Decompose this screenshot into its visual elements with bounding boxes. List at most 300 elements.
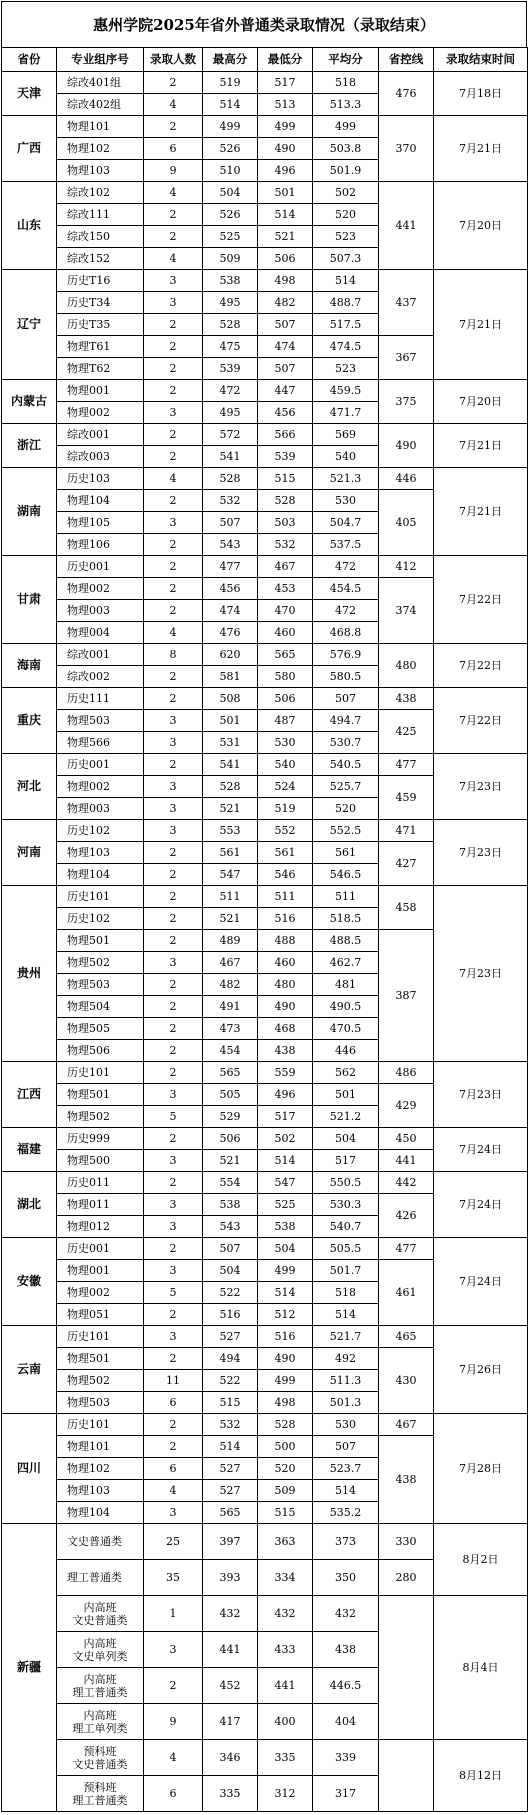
group-cell: 综改401组: [57, 72, 144, 94]
end-date-cell: 7月24日: [434, 1172, 528, 1238]
group-cell: 物理502: [57, 1370, 144, 1392]
count-cell: 1: [144, 1596, 203, 1632]
control-line-cell: 438: [379, 1436, 434, 1524]
province-cell: 天津: [2, 72, 57, 116]
end-date-cell: 7月18日: [434, 72, 528, 116]
count-cell: 3: [144, 798, 203, 820]
control-line-cell: [379, 1740, 434, 1812]
control-line-cell: 437: [379, 270, 434, 336]
count-cell: 2: [144, 930, 203, 952]
count-cell: 3: [144, 710, 203, 732]
min-score-cell: 504: [258, 1238, 313, 1260]
min-score-cell: 488: [258, 930, 313, 952]
end-date-cell: 7月22日: [434, 688, 528, 754]
province-cell: 贵州: [2, 886, 57, 1062]
end-date-cell: 8月4日: [434, 1596, 528, 1740]
min-score-cell: 506: [258, 248, 313, 270]
table-row: [2, 644, 528, 666]
min-score-cell: 513: [258, 94, 313, 116]
group-cell: 物理500: [57, 1150, 144, 1172]
min-score-cell: 432: [258, 1596, 313, 1632]
group-cell: 历史101: [57, 1414, 144, 1436]
count-cell: 4: [144, 94, 203, 116]
avg-score-cell: 501.9: [313, 160, 379, 182]
max-score-cell: 528: [203, 314, 258, 336]
avg-score-cell: 518: [313, 1282, 379, 1304]
max-score-cell: 516: [203, 1304, 258, 1326]
avg-score-cell: 561: [313, 842, 379, 864]
table-row: [2, 1062, 528, 1084]
min-score-cell: 546: [258, 864, 313, 886]
control-line-cell: 465: [379, 1326, 434, 1348]
avg-score-cell: 468.8: [313, 622, 379, 644]
min-score-cell: 561: [258, 842, 313, 864]
end-date-cell: 7月24日: [434, 1238, 528, 1326]
group-cell: 历史111: [57, 688, 144, 710]
min-score-cell: 453: [258, 578, 313, 600]
avg-score-cell: 580.5: [313, 666, 379, 688]
max-score-cell: 510: [203, 160, 258, 182]
control-line-cell: 461: [379, 1260, 434, 1326]
report-title: 惠州学院2025年省外普通类录取情况（录取结束）: [1, 1, 527, 47]
group-cell: 物理001: [57, 1260, 144, 1282]
count-cell: 5: [144, 1282, 203, 1304]
table-row: [2, 1326, 528, 1348]
count-cell: 2: [144, 666, 203, 688]
group-cell: 物理011: [57, 1194, 144, 1216]
min-score-cell: 515: [258, 468, 313, 490]
max-score-cell: 499: [203, 116, 258, 138]
min-score-cell: 467: [258, 556, 313, 578]
count-cell: 3: [144, 270, 203, 292]
min-score-cell: 519: [258, 798, 313, 820]
avg-score-cell: 530: [313, 1414, 379, 1436]
end-date-cell: 7月22日: [434, 556, 528, 644]
header-avg: 平均分: [313, 48, 379, 72]
max-score-cell: 474: [203, 600, 258, 622]
province-cell: 福建: [2, 1128, 57, 1172]
count-cell: 3: [144, 1084, 203, 1106]
avg-score-cell: 502: [313, 182, 379, 204]
end-date-cell: 7月20日: [434, 182, 528, 270]
avg-score-cell: 520: [313, 204, 379, 226]
count-cell: 2: [144, 424, 203, 446]
control-line-cell: 412: [379, 556, 434, 578]
avg-score-cell: 537.5: [313, 534, 379, 556]
min-score-cell: 460: [258, 622, 313, 644]
control-line-cell: 375: [379, 380, 434, 424]
avg-score-cell: 504.7: [313, 512, 379, 534]
avg-score-cell: 470.5: [313, 1018, 379, 1040]
control-line-cell: 459: [379, 776, 434, 820]
avg-score-cell: 511.3: [313, 1370, 379, 1392]
max-score-cell: 565: [203, 1502, 258, 1524]
max-score-cell: 432: [203, 1596, 258, 1632]
avg-score-cell: 523: [313, 358, 379, 380]
province-cell: 山东: [2, 182, 57, 270]
max-score-cell: 441: [203, 1632, 258, 1668]
count-cell: 35: [144, 1560, 203, 1596]
table-row: [2, 468, 528, 490]
max-score-cell: 501: [203, 710, 258, 732]
group-cell: 历史101: [57, 1062, 144, 1084]
group-cell: 综改402组: [57, 94, 144, 116]
control-line-cell: 441: [379, 182, 434, 270]
avg-score-cell: 530.3: [313, 1194, 379, 1216]
min-score-cell: 539: [258, 446, 313, 468]
control-line-cell: 450: [379, 1128, 434, 1150]
control-line-cell: 486: [379, 1062, 434, 1084]
max-score-cell: 572: [203, 424, 258, 446]
group-cell: 物理503: [57, 974, 144, 996]
group-cell: 综改003: [57, 446, 144, 468]
group-cell: 综改001: [57, 644, 144, 666]
group-cell: 历史T35: [57, 314, 144, 336]
max-score-cell: 521: [203, 908, 258, 930]
avg-score-cell: 550.5: [313, 1172, 379, 1194]
count-cell: 2: [144, 1436, 203, 1458]
min-score-cell: 506: [258, 688, 313, 710]
avg-score-cell: 525.7: [313, 776, 379, 798]
province-cell: 云南: [2, 1326, 57, 1414]
province-cell: 甘肃: [2, 556, 57, 644]
min-score-cell: 496: [258, 1084, 313, 1106]
max-score-cell: 543: [203, 1216, 258, 1238]
min-score-cell: 447: [258, 380, 313, 402]
province-cell: 辽宁: [2, 270, 57, 380]
group-cell: 物理101: [57, 1436, 144, 1458]
avg-score-cell: 521.2: [313, 1106, 379, 1128]
avg-score-cell: 454.5: [313, 578, 379, 600]
max-score-cell: 526: [203, 204, 258, 226]
count-cell: 2: [144, 886, 203, 908]
max-score-cell: 482: [203, 974, 258, 996]
avg-score-cell: 501.3: [313, 1392, 379, 1414]
min-score-cell: 480: [258, 974, 313, 996]
max-score-cell: 495: [203, 292, 258, 314]
count-cell: 3: [144, 1194, 203, 1216]
end-date-cell: 7月21日: [434, 116, 528, 182]
table-row: [2, 1524, 528, 1560]
province-cell: 内蒙古: [2, 380, 57, 424]
min-score-cell: 487: [258, 710, 313, 732]
max-score-cell: 581: [203, 666, 258, 688]
count-cell: 3: [144, 512, 203, 534]
max-score-cell: 491: [203, 996, 258, 1018]
group-cell: 物理002: [57, 1282, 144, 1304]
avg-score-cell: 404: [313, 1704, 379, 1740]
control-line-cell: 446: [379, 468, 434, 490]
control-line-cell: 476: [379, 72, 434, 116]
avg-score-cell: 511: [313, 886, 379, 908]
count-cell: 2: [144, 996, 203, 1018]
max-score-cell: 504: [203, 1260, 258, 1282]
avg-score-cell: 438: [313, 1632, 379, 1668]
group-cell: 物理106: [57, 534, 144, 556]
table-row: [2, 182, 528, 204]
province-cell: 广西: [2, 116, 57, 182]
count-cell: 3: [144, 776, 203, 798]
group-cell: 物理501: [57, 930, 144, 952]
count-cell: 2: [144, 534, 203, 556]
avg-score-cell: 535.2: [313, 1502, 379, 1524]
max-score-cell: 547: [203, 864, 258, 886]
control-line-cell: 490: [379, 424, 434, 468]
min-score-cell: 470: [258, 600, 313, 622]
group-cell: 综改150: [57, 226, 144, 248]
avg-score-cell: 503.8: [313, 138, 379, 160]
min-score-cell: 503: [258, 512, 313, 534]
avg-score-cell: 523.7: [313, 1458, 379, 1480]
group-cell: 历史101: [57, 1326, 144, 1348]
group-cell: 物理104: [57, 490, 144, 512]
avg-score-cell: 488.5: [313, 930, 379, 952]
min-score-cell: 516: [258, 1326, 313, 1348]
max-score-cell: 521: [203, 798, 258, 820]
group-cell: 历史011: [57, 1172, 144, 1194]
max-score-cell: 477: [203, 556, 258, 578]
avg-score-cell: 518: [313, 72, 379, 94]
avg-score-cell: 432: [313, 1596, 379, 1632]
avg-score-cell: 494.7: [313, 710, 379, 732]
group-cell: 物理001: [57, 380, 144, 402]
max-score-cell: 475: [203, 336, 258, 358]
end-date-cell: 7月22日: [434, 644, 528, 688]
table-row: [2, 116, 528, 138]
end-date-cell: 7月23日: [434, 1062, 528, 1128]
avg-score-cell: 514: [313, 270, 379, 292]
avg-score-cell: 474.5: [313, 336, 379, 358]
group-cell: 预科班 理工普通类: [57, 1776, 144, 1812]
count-cell: 3: [144, 1502, 203, 1524]
group-cell: 综改152: [57, 248, 144, 270]
group-cell: 物理102: [57, 138, 144, 160]
end-date-cell: 7月23日: [434, 886, 528, 1062]
avg-score-cell: 507: [313, 688, 379, 710]
max-score-cell: 506: [203, 1128, 258, 1150]
max-score-cell: 561: [203, 842, 258, 864]
avg-score-cell: 521.3: [313, 468, 379, 490]
count-cell: 2: [144, 116, 203, 138]
max-score-cell: 538: [203, 1194, 258, 1216]
max-score-cell: 620: [203, 644, 258, 666]
count-cell: 4: [144, 622, 203, 644]
count-cell: 2: [144, 1348, 203, 1370]
min-score-cell: 520: [258, 1458, 313, 1480]
count-cell: 6: [144, 1776, 203, 1812]
min-score-cell: 498: [258, 270, 313, 292]
max-score-cell: 531: [203, 732, 258, 754]
table-row: [2, 270, 528, 292]
count-cell: 2: [144, 336, 203, 358]
max-score-cell: 528: [203, 468, 258, 490]
end-date-cell: 8月12日: [434, 1740, 528, 1812]
max-score-cell: 514: [203, 94, 258, 116]
min-score-cell: 547: [258, 1172, 313, 1194]
group-cell: 预科班 文史普通类: [57, 1740, 144, 1776]
end-date-cell: 7月23日: [434, 820, 528, 886]
count-cell: 2: [144, 600, 203, 622]
control-line-cell: 458: [379, 886, 434, 930]
count-cell: 3: [144, 1260, 203, 1282]
end-date-cell: 7月26日: [434, 1326, 528, 1414]
count-cell: 2: [144, 1172, 203, 1194]
count-cell: 2: [144, 446, 203, 468]
group-cell: 历史999: [57, 1128, 144, 1150]
avg-score-cell: 317: [313, 1776, 379, 1812]
group-cell: 历史001: [57, 1238, 144, 1260]
province-cell: 新疆: [2, 1524, 57, 1812]
min-score-cell: 334: [258, 1560, 313, 1596]
avg-score-cell: 472: [313, 556, 379, 578]
max-score-cell: 472: [203, 380, 258, 402]
min-score-cell: 512: [258, 1304, 313, 1326]
min-score-cell: 441: [258, 1668, 313, 1704]
table-row: [2, 820, 528, 842]
count-cell: 3: [144, 1326, 203, 1348]
end-date-cell: 7月21日: [434, 468, 528, 556]
admission-report: [1, 1, 527, 1812]
count-cell: 2: [144, 204, 203, 226]
header-count: 录取人数: [144, 48, 203, 72]
province-cell: 四川: [2, 1414, 57, 1524]
group-cell: 物理103: [57, 842, 144, 864]
count-cell: 3: [144, 1632, 203, 1668]
count-cell: 2: [144, 1040, 203, 1062]
control-line-cell: 480: [379, 644, 434, 688]
group-cell: 物理003: [57, 798, 144, 820]
max-score-cell: 541: [203, 446, 258, 468]
min-score-cell: 516: [258, 908, 313, 930]
min-score-cell: 490: [258, 1348, 313, 1370]
min-score-cell: 511: [258, 886, 313, 908]
max-score-cell: 541: [203, 754, 258, 776]
count-cell: 2: [144, 908, 203, 930]
avg-score-cell: 517.5: [313, 314, 379, 336]
avg-score-cell: 481: [313, 974, 379, 996]
province-cell: 安徽: [2, 1238, 57, 1326]
table-row: [2, 556, 528, 578]
group-cell: 物理503: [57, 710, 144, 732]
count-cell: 2: [144, 1304, 203, 1326]
count-cell: 6: [144, 1392, 203, 1414]
province-cell: 海南: [2, 644, 57, 688]
control-line-cell: 471: [379, 820, 434, 842]
count-cell: 4: [144, 248, 203, 270]
avg-score-cell: 350: [313, 1560, 379, 1596]
group-cell: 历史001: [57, 556, 144, 578]
count-cell: 2: [144, 754, 203, 776]
min-score-cell: 335: [258, 1740, 313, 1776]
min-score-cell: 499: [258, 1260, 313, 1282]
group-cell: 历史T16: [57, 270, 144, 292]
group-cell: 物理104: [57, 864, 144, 886]
max-score-cell: 538: [203, 270, 258, 292]
max-score-cell: 346: [203, 1740, 258, 1776]
end-date-cell: 7月21日: [434, 270, 528, 380]
avg-score-cell: 552.5: [313, 820, 379, 842]
max-score-cell: 526: [203, 138, 258, 160]
control-line-cell: 438: [379, 688, 434, 710]
end-date-cell: 8月2日: [434, 1524, 528, 1596]
province-cell: 浙江: [2, 424, 57, 468]
min-score-cell: 565: [258, 644, 313, 666]
max-score-cell: 519: [203, 72, 258, 94]
avg-score-cell: 339: [313, 1740, 379, 1776]
group-cell: 综改002: [57, 666, 144, 688]
min-score-cell: 438: [258, 1040, 313, 1062]
avg-score-cell: 471.7: [313, 402, 379, 424]
group-cell: 内高班 文史单列类: [57, 1632, 144, 1668]
count-cell: 2: [144, 1668, 203, 1704]
max-score-cell: 505: [203, 1084, 258, 1106]
max-score-cell: 553: [203, 820, 258, 842]
max-score-cell: 393: [203, 1560, 258, 1596]
avg-score-cell: 505.5: [313, 1238, 379, 1260]
count-cell: 9: [144, 1704, 203, 1740]
max-score-cell: 456: [203, 578, 258, 600]
min-score-cell: 517: [258, 72, 313, 94]
count-cell: 8: [144, 644, 203, 666]
province-cell: 江西: [2, 1062, 57, 1128]
count-cell: 2: [144, 380, 203, 402]
max-score-cell: 454: [203, 1040, 258, 1062]
control-line-cell: 374: [379, 578, 434, 644]
control-line-cell: 430: [379, 1348, 434, 1414]
min-score-cell: 528: [258, 1414, 313, 1436]
min-score-cell: 482: [258, 292, 313, 314]
count-cell: 2: [144, 1062, 203, 1084]
max-score-cell: 473: [203, 1018, 258, 1040]
min-score-cell: 517: [258, 1106, 313, 1128]
count-cell: 5: [144, 1106, 203, 1128]
table-row: [2, 1740, 528, 1776]
group-cell: 物理502: [57, 952, 144, 974]
count-cell: 2: [144, 358, 203, 380]
avg-score-cell: 492: [313, 1348, 379, 1370]
table-row: [2, 380, 528, 402]
avg-score-cell: 373: [313, 1524, 379, 1560]
table-row: [2, 1414, 528, 1436]
avg-score-cell: 530: [313, 490, 379, 512]
min-score-cell: 499: [258, 1370, 313, 1392]
count-cell: 2: [144, 314, 203, 336]
min-score-cell: 500: [258, 1436, 313, 1458]
control-line-cell: 405: [379, 490, 434, 556]
avg-score-cell: 540: [313, 446, 379, 468]
avg-score-cell: 569: [313, 424, 379, 446]
control-line-cell: 426: [379, 1194, 434, 1238]
control-line-cell: 425: [379, 710, 434, 754]
count-cell: 6: [144, 1458, 203, 1480]
table-row: [2, 1238, 528, 1260]
min-score-cell: 456: [258, 402, 313, 424]
min-score-cell: 460: [258, 952, 313, 974]
province-cell: 河南: [2, 820, 57, 886]
max-score-cell: 476: [203, 622, 258, 644]
max-score-cell: 554: [203, 1172, 258, 1194]
province-cell: 河北: [2, 754, 57, 820]
avg-score-cell: 459.5: [313, 380, 379, 402]
min-score-cell: 521: [258, 226, 313, 248]
control-line-cell: 330: [379, 1524, 434, 1560]
control-line-cell: 387: [379, 930, 434, 1062]
avg-score-cell: 501: [313, 1084, 379, 1106]
group-cell: 内高班 理工普通类: [57, 1668, 144, 1704]
end-date-cell: 7月24日: [434, 1128, 528, 1172]
max-score-cell: 504: [203, 182, 258, 204]
control-line-cell: 280: [379, 1560, 434, 1596]
